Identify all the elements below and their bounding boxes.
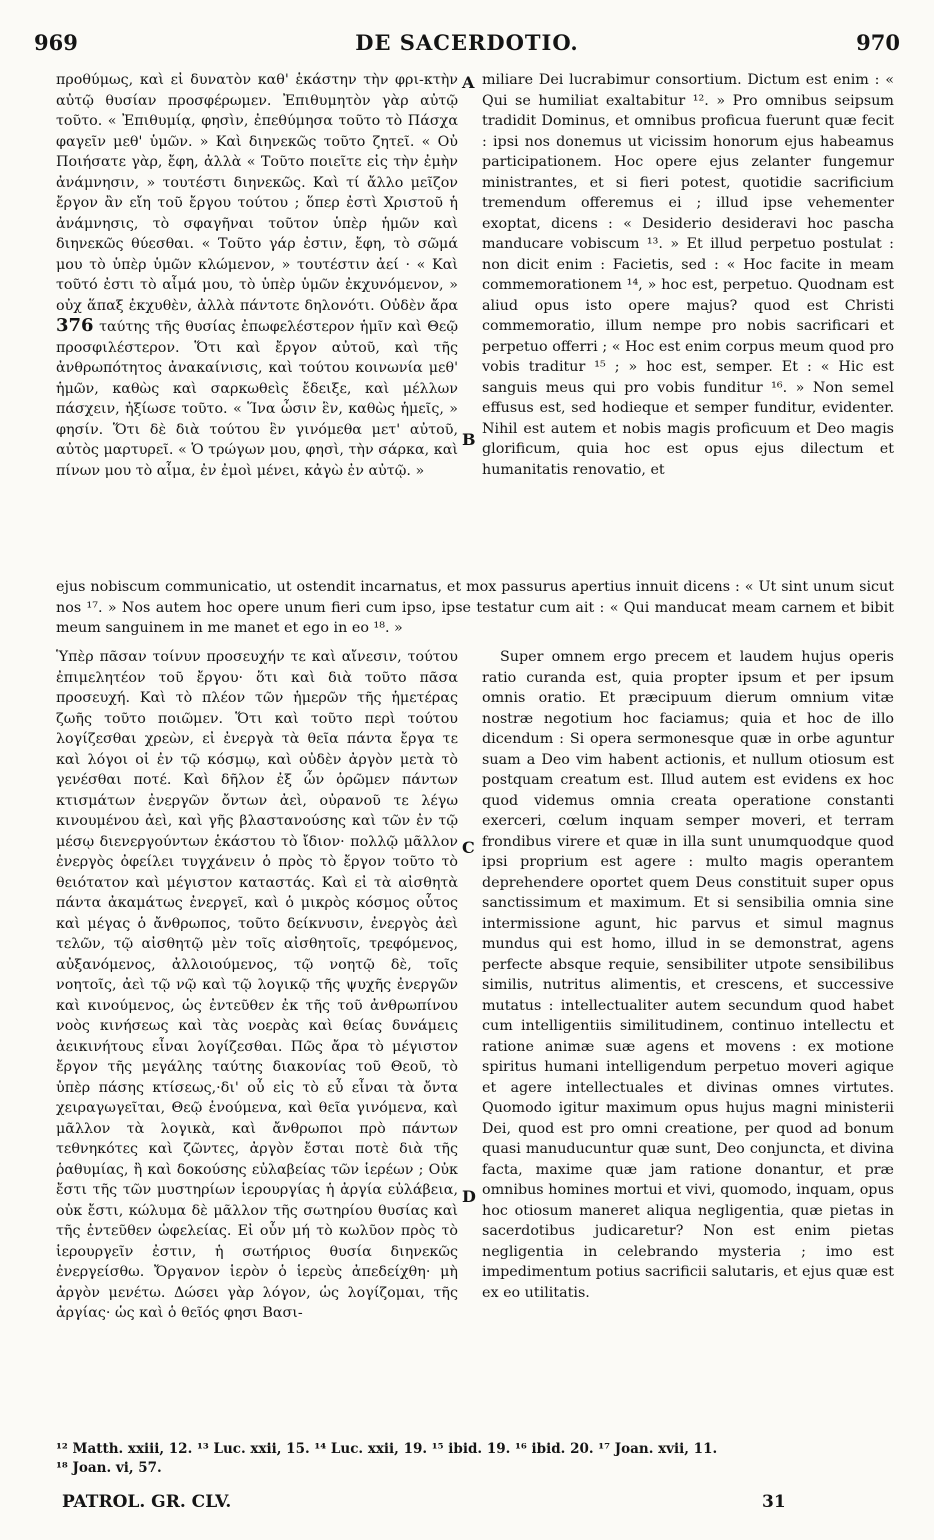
latin-column-bottom [482, 647, 894, 1303]
column-marker-c: C [462, 838, 475, 857]
footnotes [56, 1440, 894, 1478]
greek-paragraph-top: προθύμως, καὶ εἰ δυνατὸν καθ' ἑκάστην τὴν φρι-κτὴν αὐτῷ θυσίαν προσφέρωμεν. Ἐπιθυμητὸν γὰρ αὐτῷ τοῦτο. « Ἐπιθυμίᾳ, φησὶν, ἐπεθύμησα τοῦτο τὸ Πάσχα φαγεῖν μεθ' ὑμῶν. » Καὶ διηνεκῶς τοῦτο ζητεῖ. « Οὐ Ποιήσατε γὰρ, ἔφη, ἀλλὰ « Τοῦτο ποιεῖτε εἰς τὴν ἐμὴν ἀνάμνησιν, » τουτέστι διηνεκῶς. Καὶ τί ἄλλο μεῖζον ἔργον ἂν εἴη τοῦ ἔργου τούτου ; ὅπερ ἐστὶ Χριστοῦ ἡ ἀνάμνησις, τὸ σφαγῆναι τοῦτον ὑπὲρ ἡμῶν καὶ διηνεκῶς θύεσθαι. « Τοῦτο γάρ ἐστιν, ἔφη, τὸ σῶμά μου τὸ ὑπὲρ ὑμῶν κλώμενον, » τουτέστιν ἀεί · « Καὶ τοῦτό ἐστι τὸ αἷμά μου, τὸ ὑπὲρ ὑμῶν ἐκχυνόμενον, » οὐχ ἅπαξ ἐκχυθὲν, ἀλλὰ πάντοτε δηλονότι. Οὐδὲν ἄρα 376 ταύτης τῆς θυσίας ἐπωφελέστερον ἡμῖν καὶ Θεῷ προσφιλέστερον. Ὅτι καὶ ἔργον αὐτοῦ, καὶ τῆς ἀνθρωπότητος ἀνακαίνισις, καὶ τούτου κοινωνία μεθ' ἡμῶν, καθὼς καὶ σαρκωθεὶς ἔδειξε, καὶ μέλλων πάσχειν, ἠξίωσε τοῦτο. « Ἵνα ὦσιν ἓν, καθὼς ἡμεῖς, » φησίν. Ὅτι δὲ διὰ τούτου ἓν γινόμεθα μετ' αὐτοῦ, αὐτὸς μαρτυρεῖ. « Ὁ τρώγων μου, φησὶ, τὴν σάρκα, καὶ πίνων μου τὸ αἷμα, ἐν ἐμοὶ μένει, κἀγὼ ἐν αὐτῷ. » [56, 72, 458, 479]
page-footer [62, 1492, 894, 1516]
page-number-left: 969 [34, 30, 78, 55]
footnote-line: ¹² Matth. xxiii, 12. ¹³ Luc. xxii, 15. ¹⁴ Luc. xxii, 19. ¹⁵ ibid. 19. ¹⁶ ibid. 20. ¹⁷ Joan. xvii, 11. [56, 1441, 718, 1457]
footer-signature: 31 [762, 1492, 786, 1512]
greek-column-bottom [56, 647, 458, 1324]
latin-column-top [482, 70, 894, 480]
greek-column-top [56, 70, 458, 481]
page-number-right: 970 [856, 30, 900, 55]
column-marker-d: D [462, 1187, 476, 1206]
footnote-line: ¹⁸ Joan. vi, 57. [56, 1460, 162, 1476]
column-marker-a: A [462, 73, 475, 92]
latin-paragraph-top: miliare Dei lucrabimur consortium. Dictum est enim : « Qui se humiliat exaltabitur ¹². » Pro omnibus seipsum tradidit Dominus, et omnibus proficua fuerunt quæ fecit : ipsi nos donemus ut vicissim honorum ejus habeamus participationem. Hoc opere ejus zelanter fungemur ministrantes, et si fieri potest, quotidie sacrificium tremendum offeremus ei ; illud ipse vehementer exoptat, dicens : « Desiderio desideravi hoc pascha manducare vobiscum ¹³. » Et illud perpetuo postulat : non dicit enim : Facietis, sed : « Hoc facite in meam commemorationem ¹⁴, » hoc est, perpetuo. Quodnam est aliud opus isto opere majus? quod est Christi commemoratio, illum nempe pro nobis sacrificari et perpetuo offerri ; « Hoc est enim corpus meum quod pro vobis traditur ¹⁵ ; » hoc est, semper. Et : « Hic est sanguis meus qui pro vobis funditur ¹⁶. » Non semel effusus est, sed hodieque et semper funditur, evidenter. Nihil est autem et nobis magis proficuum et Deo magis glorificum, quia hoc est opus ejus dilectum et humanitatis renovatio, et [482, 72, 894, 478]
running-header [34, 30, 900, 56]
footer-series: PATROL. GR. CLV. [62, 1492, 232, 1512]
greek-paragraph-bottom: Ὑπὲρ πᾶσαν τοίνυν προσευχήν τε καὶ αἴνεσιν, τούτου ἐπιμελητέον τοῦ ἔργου· ὅτι καὶ διὰ τοῦτο πᾶσα προσευχή. Καὶ τὸ πλέον τῶν ἡμερῶν τῆς ἡμετέρας ζωῆς τοῦτο ποιῶμεν. Ὅτι καὶ τοῦτο περὶ τούτου λογίζεσθαι χρεὼν, εἰ ἐνεργὰ τὰ θεῖα πάντα ἔργα τε καὶ λόγοι οἱ ἐν τῷ κόσμῳ, καὶ οὐδὲν ἀργὸν μετὰ τὸ γενέσθαι ποτέ. Καὶ δῆλον ἐξ ὧν ὁρῶμεν πάντων κτισμάτων ἐνεργῶν ὄντων ἀεὶ, οὐρανοῦ τε λέγω κινουμένου ἀεὶ, καὶ γῆς βλαστανούσης καὶ τῶν ἐν τῷ μέσῳ διενεργούντων ἑκάστου τὸ ἴδιον· πολλῷ μᾶλλον ἐνεργὸς ὀφείλει τυγχάνειν ὁ πρὸς τὸ ἔργον τοῦτο τὸ θειότατον καὶ μέγιστον καταστάς. Καὶ εἰ τὰ αἰσθητὰ πάντα ἀκαμάτως ἐνεργεῖ, καὶ ὁ μικρὸς κόσμος οὗτος καὶ μέγας ὁ ἄνθρωπος, τοῦτο δείκνυσιν, ἐνεργὸς ἀεὶ τελῶν, τῷ αἰσθητῷ μὲν τοῖς αἰσθητοῖς, τρεφόμενος, αὐξανόμενος, ἀλλοιούμενος, τῷ νοητῷ δὲ, τοῖς νοητοῖς, ἀεὶ τῷ νῷ καὶ τῷ λογικῷ τῆς ψυχῆς ἐνεργῶν καὶ κινούμενος, ὡς ἐντεῦθεν ἐκ τῆς τοῦ ἀνθρωπίνου νοὸς κινήσεως καὶ τὰς νοερὰς καὶ θείας δυνάμεις ἀεικινήτους εἶναι λογίζεσθαι. Πῶς ἄρα τὸ μέγιστον ἔργον τῆς μεγάλης ταύτης διακονίας τοῦ Θεοῦ, τὸ ὑπὲρ πάσης κτίσεως,·δι' οὗ εἰς τὸ εὖ εἶναι τὰ ὄντα χειραγωγεῖται, Θεῷ ἑνούμενα, καὶ θεῖα γινόμενα, καὶ μᾶλλον τὰ λογικὰ, καὶ ἄνθρωποι πρὸ πάντων τεθνηκότες καὶ ζῶντες, ἀργὸν ἔσται ποτὲ διὰ τῆς ῥαθυμίας, ἢ καὶ δοκούσης εὐλαβείας τῶν ἱερέων ; Οὐκ ἔστι τῆς τῶν μυστηρίων ἱερουργίας ἡ ἀργία εὐλάβεια, οὐκ ἔστι, κώλυμα δὲ μᾶλλον τῆς σωτηρίου θυσίας καὶ τῆς ἐντεῦθεν ὠφελείας. Εἰ οὖν μή τὸ κωλῦον πρὸς τὸ ἱερουργεῖν ἐστιν, ἡ σωτήριος θυσία διηνεκῶς ἐνεργείσθω. Ὄργανον ἱερὸν ὁ ἱερεὺς ἀπεδείχθη· μὴ ἀργὸν μενέτω. Δώσει γὰρ λόγον, ὡς λογίζομαι, τῆς ἀργίας· ὡς καὶ ὁ θεῖός φησι Βασι- [56, 649, 458, 1321]
running-title: DE SACERDOTIO. [355, 30, 579, 55]
latin-paragraph-bottom: Super omnem ergo precem et laudem hujus operis ratio curanda est, quia propter ipsum et per ipsum omnis oratio. Et præcipuum dierum omnium vitæ nostræ negotium hoc faciamus; quia et hoc de illo dicendum : Si opera sermonesque quæ in orbe aguntur suam a Deo vim habent actionis, et nullum otiosum est postquam creatum est. Illud autem est evidens ex hoc quod videmus omnia creata operatione constanti exerceri, cœlum inquam semper moveri, et terram frondibus virere et quæ in illa sunt unumquodque quod ipsi proprium est agere : multo magis operantem deprehendere oportet quem Deus constituit super opus sanctissimum et maximum. Et si sensibilia omnia sine intermissione agunt, hic parvus et simul magnus mundus qui est homo, illud in se demonstrat, agens perfecte absque requie, sensibiliter utpote sensibilibus similis, nutritus alimentis, et crescens, et successive mutatus : intellectualiter autem secundum quod habet cum intelligentiis similitudinem, continuo intellectu et ratione animæ suæ agens et movens : ex motione spiritus humani intelligendum perpetuo moveri agique et agere intellectuales et divinas omnes virtutes. Quomodo igitur maximum opus hujus magni ministerii Dei, quod est pro omni creatione, per quod ad bonum quasi manuducuntur quæ sunt, Deo conjuncta, et divina facta, maxime quæ jam ratione donantur, et præ omnibus homines mortui et vivi, quomodo, inquam, opus hoc otiosum maneret aliqua negligentia, quæ pietas in sacerdotibus judicaretur? Non est enim pietas negligentia in celebrando mysteria ; imo est impedimentum potius sacrificii salutaris, et ejus quæ est ex eo utilitatis. [482, 649, 894, 1301]
page-marker: 376 [56, 315, 94, 336]
column-marker-b: B [462, 430, 476, 449]
latin-full-width: ejus nobiscum communicatio, ut ostendit incarnatus, et mox passurus apertius innuit dicens : « Ut sint unum sicut nos ¹⁷. » Nos autem hoc opere unum fieri cum ipso, ipse testatur cum ait : « Qui manducat meam carnem et bibit meum sanguinem in me manet et ego in eo ¹⁸. » [56, 579, 894, 636]
